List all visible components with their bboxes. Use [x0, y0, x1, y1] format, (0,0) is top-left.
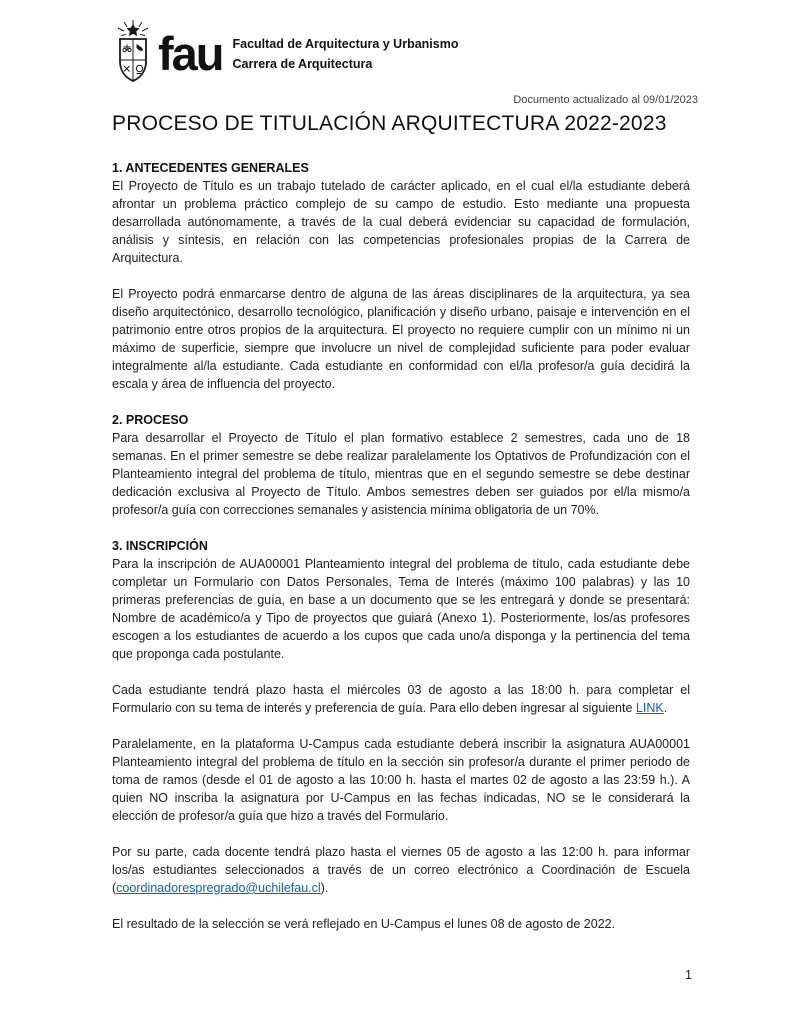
updated-note: Documento actualizado al 09/01/2023 [513, 94, 698, 106]
section-heading-proceso: 2. PROCESO [112, 413, 189, 427]
paragraph-text: Cada estudiante tendrá plazo hasta el miércoles 03 de agosto a las 18:00 h. para completar el Formulario con su tema de interés y preferencia de guía. Para ello deben ingresar al siguiente [112, 683, 690, 715]
faculty-name: Facultad de Arquitectura y Urbanismo [232, 37, 459, 51]
document-title: PROCESO DE TITULACIÓN ARQUITECTURA 2022-2023 [112, 112, 667, 135]
document-body [112, 110, 690, 951]
career-name: Carrera de Arquitectura [232, 57, 373, 71]
email-link[interactable]: coordinadorespregrado@uchilefau.cl [116, 881, 321, 895]
page-number: 1 [685, 968, 692, 982]
paragraph: Para la inscripción de AUA00001 Planteamiento integral del problema de título, cada estudiante debe completar un Formulario con Datos Personales, Tema de Interés (máximo 100 palabras) y las 10 primeras preferencias de guía, en base a un documento que se les entregará y donde se presentará: Nombre de académico/a y Tipo de proyectos que guiará (Anexo 1). Posteriormente, los/as profesores escogen a los estudiantes de acuerdo a los cupos que cada uno/a disponga y la pertinencia del tema que proponga cada postulante. [112, 557, 690, 661]
paragraph: Para desarrollar el Proyecto de Título el plan formativo establece 2 semestres, cada uno de 18 semanas. En el primer semestre se debe realizar paralelamente los Optativos de Profundización con el Planteamiento integral del problema de título, mientras que en el segundo semestre se debe destinar dedicación exclusiva al Proyecto de Título. Ambos semestres deben ser guiados por el/la mismo/a profesor/a guía con correcciones semanales y asistencia mínima obligatoria de un 70%. [112, 431, 690, 517]
form-link[interactable]: LINK [635, 701, 664, 715]
fau-logo [112, 20, 698, 86]
paragraph-text: ). [320, 881, 329, 895]
paragraph-with-email-link [112, 843, 690, 897]
fau-logotype: fau [158, 27, 223, 80]
university-shield-icon [112, 20, 154, 86]
paragraph-with-form-link [112, 681, 690, 717]
paragraph-text: . [663, 701, 668, 715]
paragraph: El Proyecto podrá enmarcarse dentro de alguna de las áreas disciplinares de la arquitectura, ya sea diseño arquitectónico, desarrollo tecnológico, planificación y diseño urbano, paisaje e intervención en el patrimonio entre otros propios de la arquitectura. El proyecto no requiere cumplir con un mínimo ni un máximo de superficie, siempre que involucre un nivel de complejidad suficiente para poder evaluar integralmente al/la estudiante. Cada estudiante en conformidad con el/la profesor/a guía decidirá la escala y área de influencia del proyecto. [112, 287, 690, 391]
paragraph: Paralelamente, en la plataforma U-Campus cada estudiante deberá inscribir la asignatura AUA00001 Planteamiento integral del problema de título en la sección sin profesor/a durante el primer periodo de toma de ramos (desde el 01 de agosto a las 10:00 h. hasta el martes 02 de agosto a las 23:59 h.). A quien NO inscriba la asignatura por U-Campus en las fechas indicadas, NO se le considerará la elección de profesor/a guía que hizo a través del Formulario. [112, 737, 690, 823]
section-heading-inscripcion: 3. INSCRIPCIÓN [112, 539, 208, 553]
paragraph-text: Por su parte, cada docente tendrá plazo hasta el viernes 05 de agosto a las 12:00 h. para informar los/as estudiantes seleccionados a través de un correo electrónico a Coordinación de Escuela ( [112, 845, 690, 895]
paragraph: El resultado de la selección se verá reflejado en U-Campus el lunes 08 de agosto de 2022. [112, 917, 616, 931]
document-header [112, 20, 698, 106]
section-heading-antecedentes-generales: 1. ANTECEDENTES GENERALES [112, 161, 309, 175]
paragraph: El Proyecto de Título es un trabajo tutelado de carácter aplicado, en el cual el/la estudiante deberá afrontar un problema práctico complejo de su campo de estudio. Esto mediante una propuesta desarrollada autónomamente, a través de la cual deberá evidenciar su capacidad de formulación, análisis y síntesis, en relación con las competencias profesionales propias de la Carrera de Arquitectura. [112, 179, 690, 265]
organization-names [233, 34, 459, 74]
